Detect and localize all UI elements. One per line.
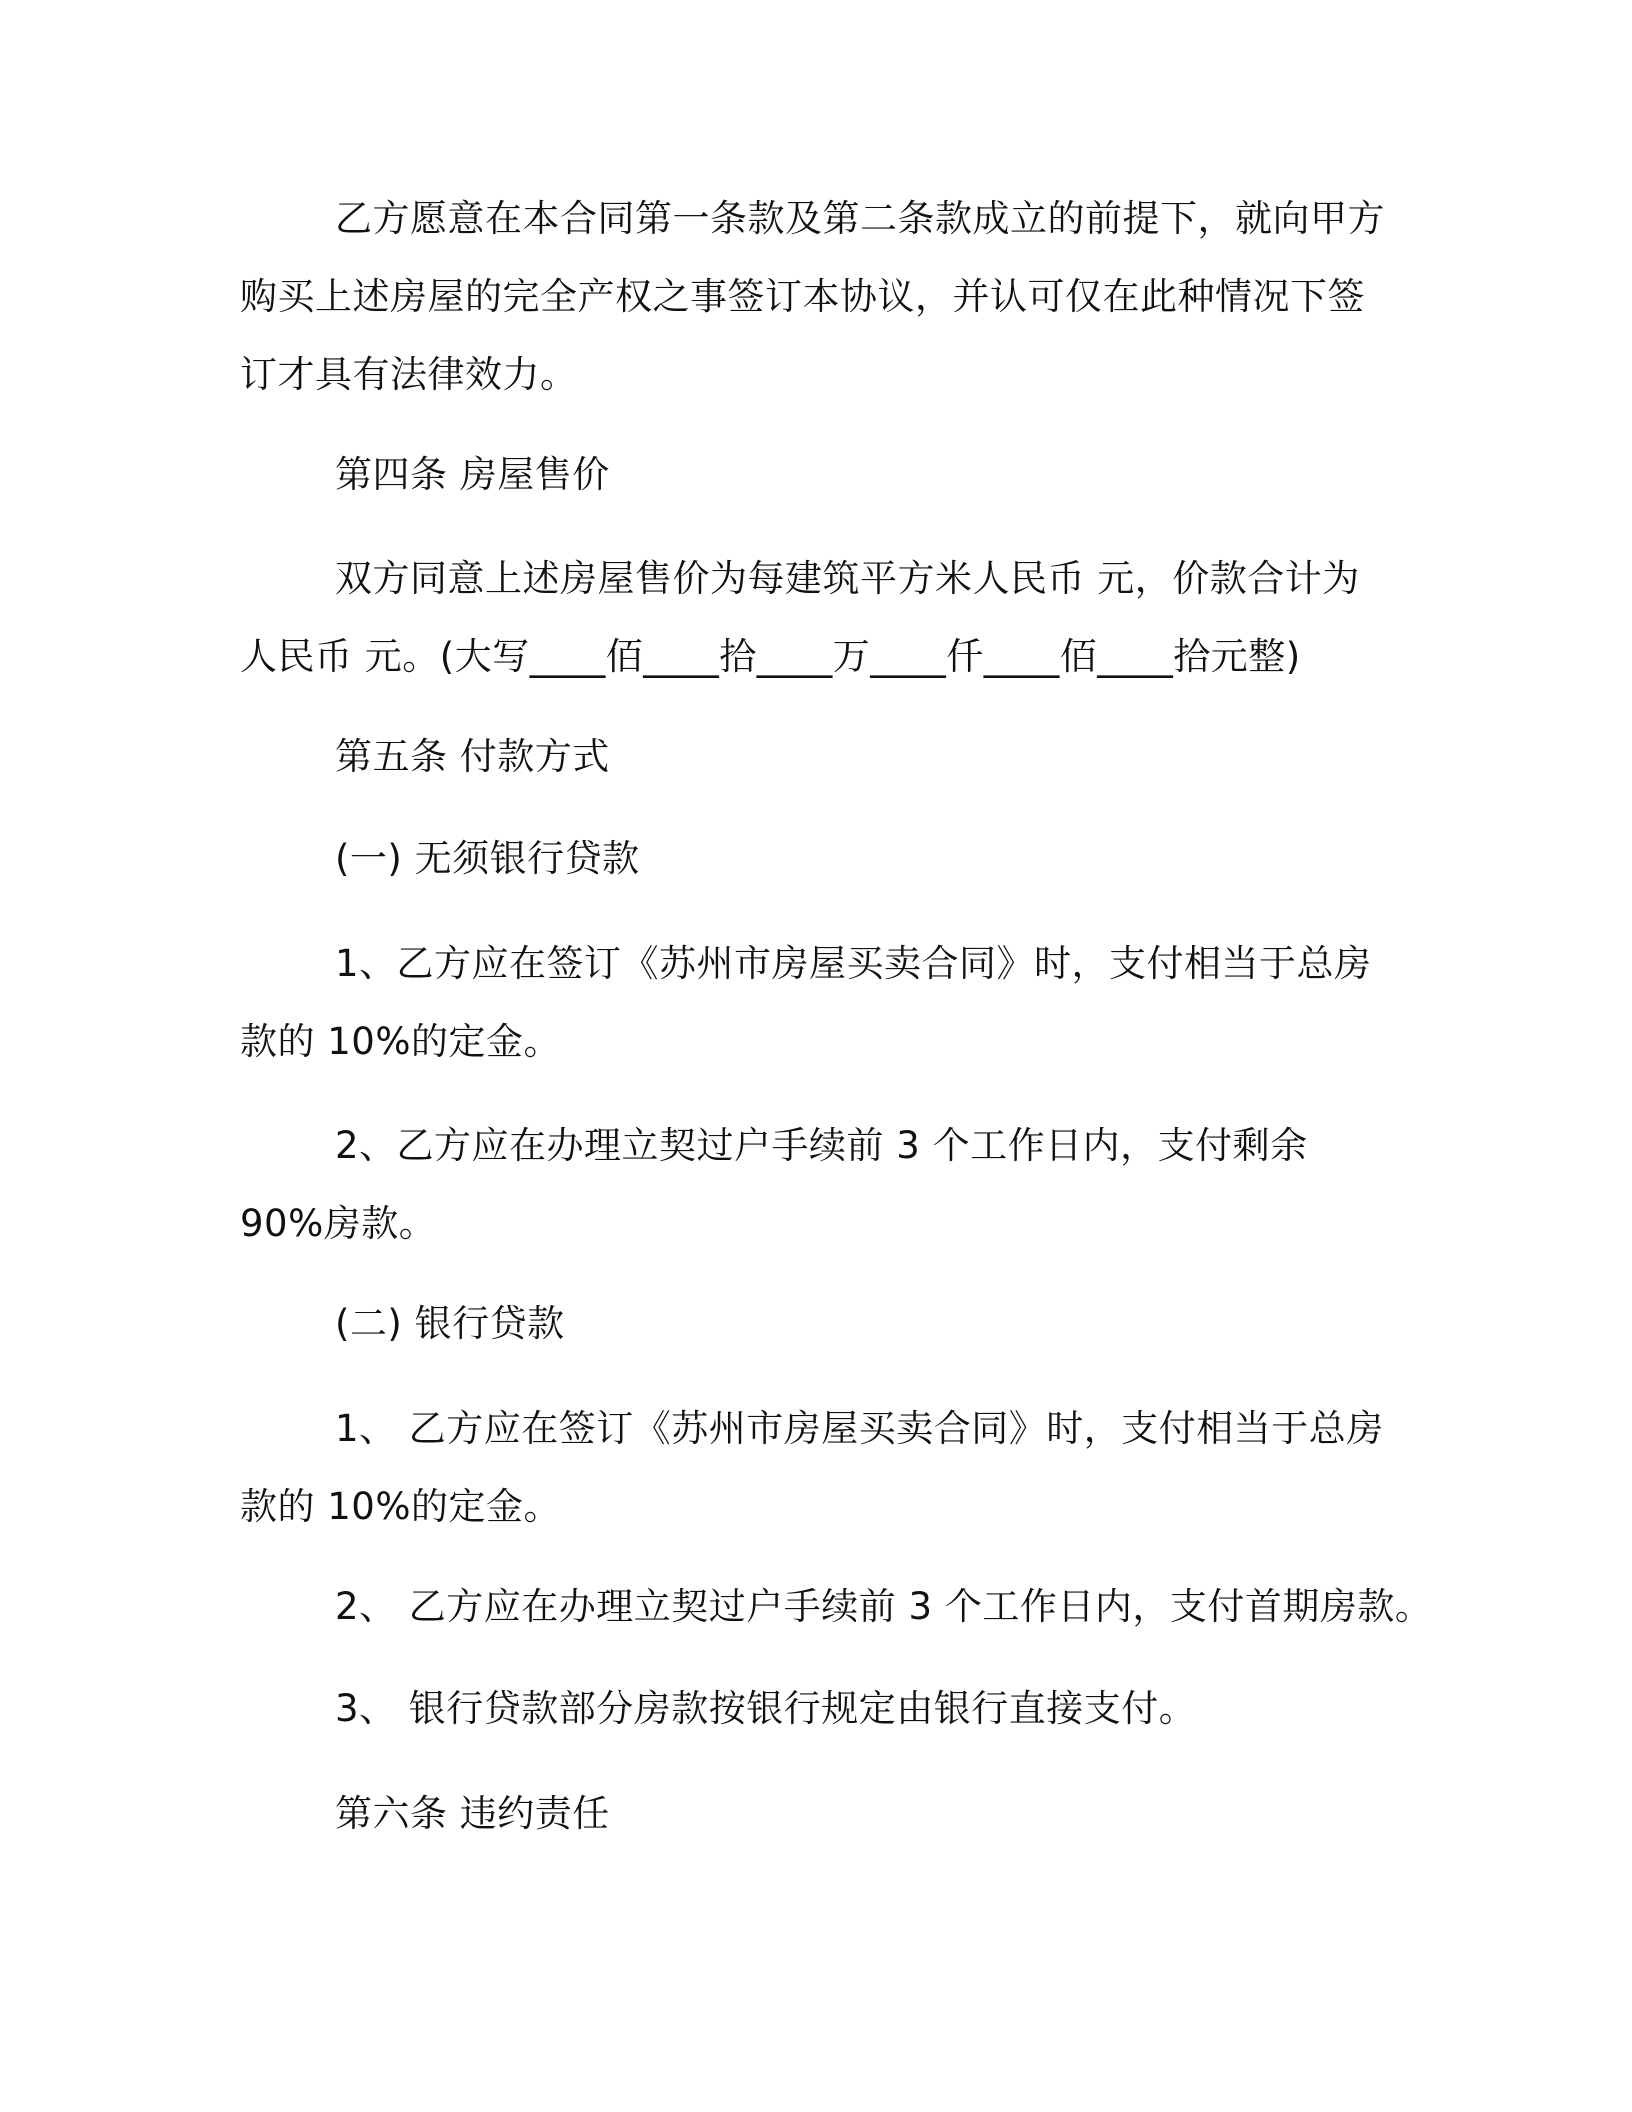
list-item-loan-1: 1、 乙方应在签订《苏州市房屋买卖合同》时，支付相当于总房款的 10%的定金。 — [240, 1407, 1384, 1528]
list-item-no-loan-1: 1、乙方应在签订《苏州市房屋买卖合同》时，支付相当于总房款的 10%的定金。 — [240, 942, 1372, 1063]
heading-article-4: 第四条 房屋售价 — [335, 453, 610, 496]
list-item-no-loan-2: 2、乙方应在办理立契过户手续前 3 个工作日内，支付剩余 90%房款。 — [240, 1124, 1308, 1245]
subheading-no-loan: (一) 无须银行贷款 — [335, 837, 640, 880]
heading-article-5: 第五条 付款方式 — [335, 735, 610, 778]
heading-article-6: 第六条 违约责任 — [335, 1792, 610, 1835]
list-item-loan-2: 2、 乙方应在办理立契过户手续前 3 个工作日内，支付首期房款。 — [335, 1585, 1433, 1628]
subheading-bank-loan: (二) 银行贷款 — [335, 1302, 565, 1345]
paragraph-house-price: 双方同意上述房屋售价为每建筑平方米人民币 元，价款合计为人民币 元。(大写____佰____拾____万____仟____佰____拾元整) — [240, 557, 1360, 678]
list-item-loan-3: 3、 银行贷款部分房款按银行规定由银行直接支付。 — [335, 1687, 1197, 1730]
paragraph-purchase-intent: 乙方愿意在本合同第一条款及第二条款成立的前提下，就向甲方购买上述房屋的完全产权之事签订本协议，并认可仅在此种情况下签订才具有法律效力。 — [240, 197, 1385, 396]
